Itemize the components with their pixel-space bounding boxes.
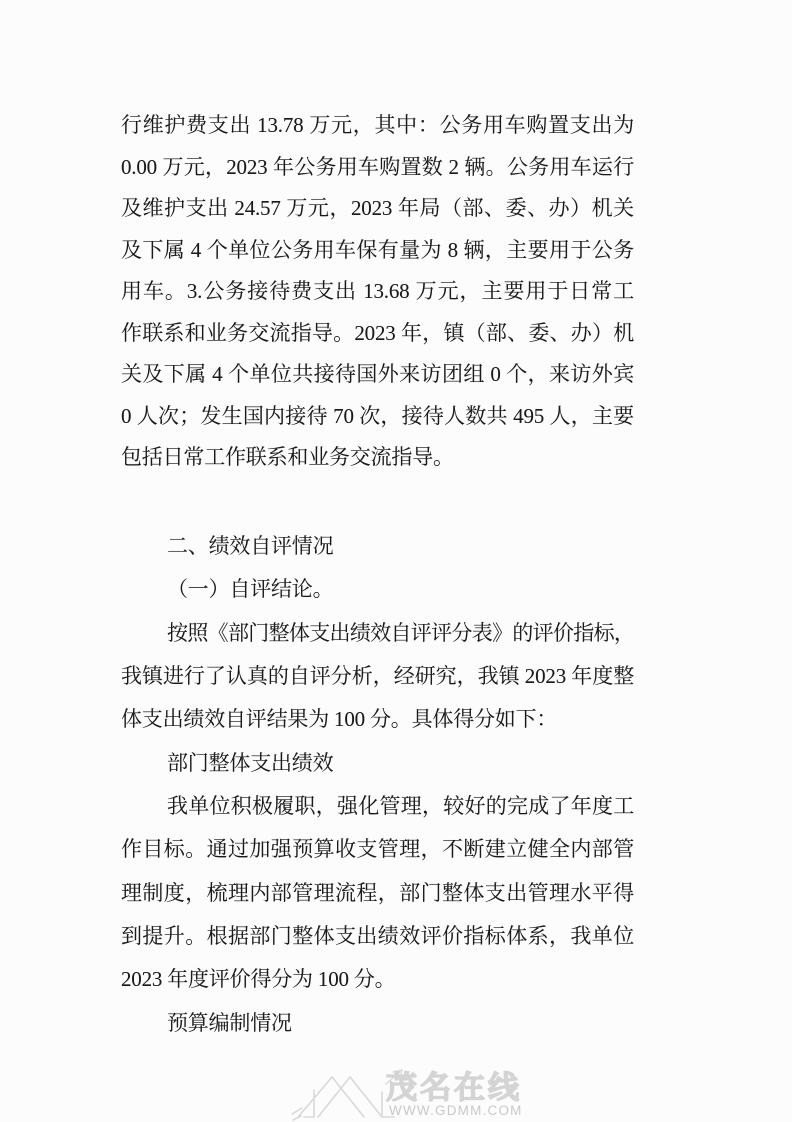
- text-line: 行维护费支出 13.78 万元，其中：公务用车购置支出为: [121, 113, 634, 137]
- text-line: 按照《部门整体支出绩效自评评分表》的评价指标，: [167, 620, 634, 645]
- text-line: 0.00 万元，2023 年公务用车购置数 2 辆。公务用车运行: [121, 154, 634, 179]
- text-line: 理制度，梳理内部管理流程，部门整体支出管理水平得: [121, 880, 634, 905]
- text-line: 预算编制情况: [167, 1010, 292, 1035]
- paragraph-block-top: [121, 105, 634, 479]
- text-line: 二、绩效自评情况: [167, 534, 334, 558]
- watermark-site-url: WWW.GDMM.COM: [389, 1103, 523, 1118]
- text-line: （一）自评结论。: [167, 577, 334, 602]
- text-line: 部门整体支出绩效: [167, 750, 334, 775]
- text-line: 作联系和业务交流指导。2023 年，镇（部、委、办）机: [121, 320, 634, 345]
- text-line: 作目标。通过加强预算收支管理，不断建立健全内部管: [121, 837, 634, 862]
- text-line: 2023 年度评价得分为 100 分。: [121, 967, 396, 992]
- paragraph-block-bottom: [121, 525, 634, 1045]
- text-line: 到提升。根据部门整体支出绩效评价指标体系，我单位: [121, 923, 634, 948]
- text-line: 及维护支出 24.57 万元，2023 年局（部、委、办）机关: [121, 196, 634, 220]
- text-line: 用车。3.公务接待费支出 13.68 万元，主要用于日常工: [121, 279, 634, 303]
- watermark: [290, 1062, 550, 1122]
- text-line: 0 人次；发生国内接待 70 次，接待人数共 495 人，主要: [121, 403, 634, 428]
- text-line: 我镇进行了认真的自评分析，经研究，我镇 2023 年度整: [121, 663, 634, 688]
- text-line: 及下属 4 个单位公务用车保有量为 8 辆，主要用于公务: [121, 237, 634, 262]
- text-line: 体支出绩效自评结果为 100 分。具体得分如下：: [121, 707, 558, 732]
- text-line: 关及下属 4 个单位共接待国外来访团组 0 个，来访外宾: [121, 362, 634, 386]
- text-line: 我单位积极履职，强化管理，较好的完成了年度工: [167, 793, 634, 818]
- watermark-site-name: 茂名在线: [386, 1070, 522, 1105]
- text-line: 包括日常工作联系和业务交流指导。: [121, 445, 454, 469]
